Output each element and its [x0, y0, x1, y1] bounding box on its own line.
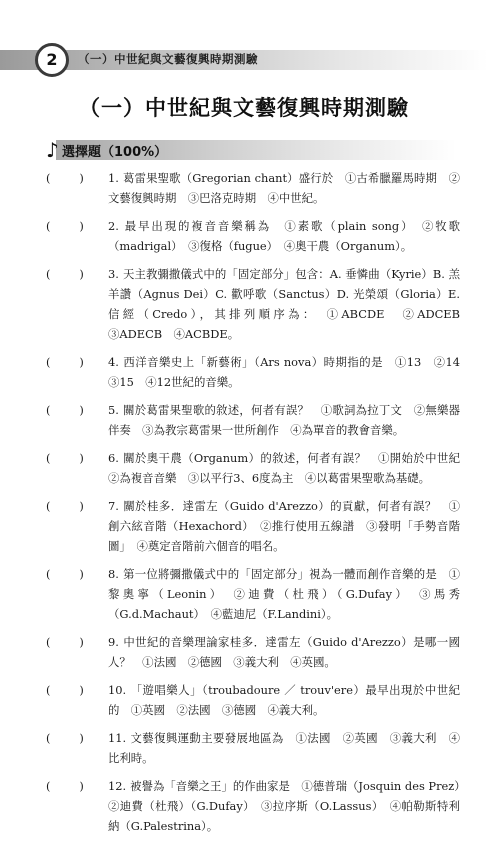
- question-text: 被譽為「音樂之王」的作曲家是 ①德普瑞（Josquin des Prez） ②迪費（杜飛）（G.Dufay） ③拉序斯（O.Lassus） ④帕勒斯特利納（G.Palestrina）。: [108, 779, 472, 833]
- page-title: （一）中世紀與文藝復興時期測驗: [79, 96, 409, 120]
- question-item: [46, 216, 460, 256]
- question-item: [46, 728, 460, 768]
- question-number: 6.: [108, 451, 119, 465]
- question-number: 8.: [108, 567, 119, 581]
- answer-blank: ( ): [46, 731, 84, 745]
- question-text: 西洋音樂史上「新藝術」（Ars nova）時期指的是 ①13 ②14 ③15 ④12世紀的音樂。: [108, 355, 472, 389]
- question-item: [46, 632, 460, 672]
- answer-blank: ( ): [46, 267, 84, 281]
- music-note-icon: ♪: [46, 138, 59, 162]
- question-item: [46, 400, 460, 440]
- question-text: 中世紀的音樂理論家桂多．達雷左（Guido d'Arezzo）是哪一國人？ ①法國 ②德國 ③義大利 ④英國。: [108, 635, 460, 669]
- page-number: 2: [35, 43, 69, 77]
- question-number: 3.: [108, 267, 119, 281]
- question-text: 天主教彌撒儀式中的「固定部分」包含：A. 垂憐曲（Kyrie）B. 羔羊讚（Agnus Dei）C. 歡呼歌（Sanctus）D. 光榮頌（Gloria）E. 信經（Credo），其排列順序為： ①ABCDE ②ADCEB ③ADECB ④ACBDE。: [108, 267, 472, 341]
- answer-blank: ( ): [46, 779, 84, 793]
- answer-blank: ( ): [46, 403, 84, 417]
- answer-blank: ( ): [46, 355, 84, 369]
- question-item: [46, 448, 472, 488]
- question-item: [46, 776, 472, 836]
- question-item: [46, 264, 472, 344]
- answer-blank: ( ): [46, 635, 84, 649]
- answer-blank: ( ): [46, 219, 84, 233]
- section-title: 選擇題（100%）: [62, 145, 168, 160]
- question-number: 1.: [108, 171, 119, 185]
- question-item: [46, 680, 460, 720]
- question-number: 11.: [108, 731, 127, 745]
- question-text: 「遊唱樂人」（troubadoure ／ trouv'ere）最早出現於中世紀的 ①英國 ②法國 ③德國 ④義大利。: [108, 683, 460, 717]
- question-number: 7.: [108, 499, 119, 513]
- question-number: 10.: [108, 683, 127, 697]
- question-number: 4.: [108, 355, 119, 369]
- question-list: [46, 168, 472, 844]
- question-number: 2.: [108, 219, 119, 233]
- answer-blank: ( ): [46, 683, 84, 697]
- question-text: 文藝復興運動主要發展地區為 ①法國 ②英國 ③義大利 ④比利時。: [108, 731, 460, 765]
- question-number: 9.: [108, 635, 119, 649]
- question-item: [46, 168, 460, 208]
- running-title: （一）中世紀與文藝復興時期測驗: [78, 52, 258, 66]
- answer-blank: ( ): [46, 567, 84, 581]
- question-number: 12.: [108, 779, 127, 793]
- question-item: [46, 352, 472, 392]
- answer-blank: ( ): [46, 171, 84, 185]
- answer-blank: ( ): [46, 451, 84, 465]
- question-text: 第一位將彌撒儀式中的「固定部分」視為一體而創作音樂的是 ①黎奧寧（Leonin） ②迪費（杜飛）（G.Dufay） ③馬秀（G.d.Machaut） ④藍迪尼（F.Landini）。: [108, 567, 460, 621]
- question-text: 關於葛雷果聖歌的敘述，何者有誤？ ①歌詞為拉丁文 ②無樂器伴奏 ③為教宗葛雷果一世所創作 ④為單音的教會音樂。: [108, 403, 460, 437]
- question-text: 關於奧干農（Organum）的敘述，何者有誤？ ①開始於中世紀 ②為複音音樂 ③以平行3、6度為主 ④以葛雷果聖歌為基礎。: [108, 451, 472, 485]
- question-text: 關於桂多．達雷左（Guido d'Arezzo）的貢獻，何者有誤？ ①創六絃音階（Hexachord） ②推行使用五線譜 ③發明「手勢音階圖」 ④奠定音階前六個音的唱名。: [108, 499, 460, 553]
- answer-blank: ( ): [46, 499, 84, 513]
- question-item: [46, 564, 460, 624]
- question-item: [46, 496, 460, 556]
- page-header: [0, 40, 488, 80]
- question-text: 葛雷果聖歌（Gregorian chant）盛行於 ①古希臘羅馬時期 ②文藝復興時期 ③巴洛克時期 ④中世紀。: [108, 171, 460, 205]
- question-text: 最早出現的複音音樂稱為 ①素歌（plain song） ②牧歌（madrigal） ③復格（fugue） ④奧干農（Organum）。: [108, 219, 460, 253]
- section-header: [46, 138, 456, 160]
- question-number: 5.: [108, 403, 119, 417]
